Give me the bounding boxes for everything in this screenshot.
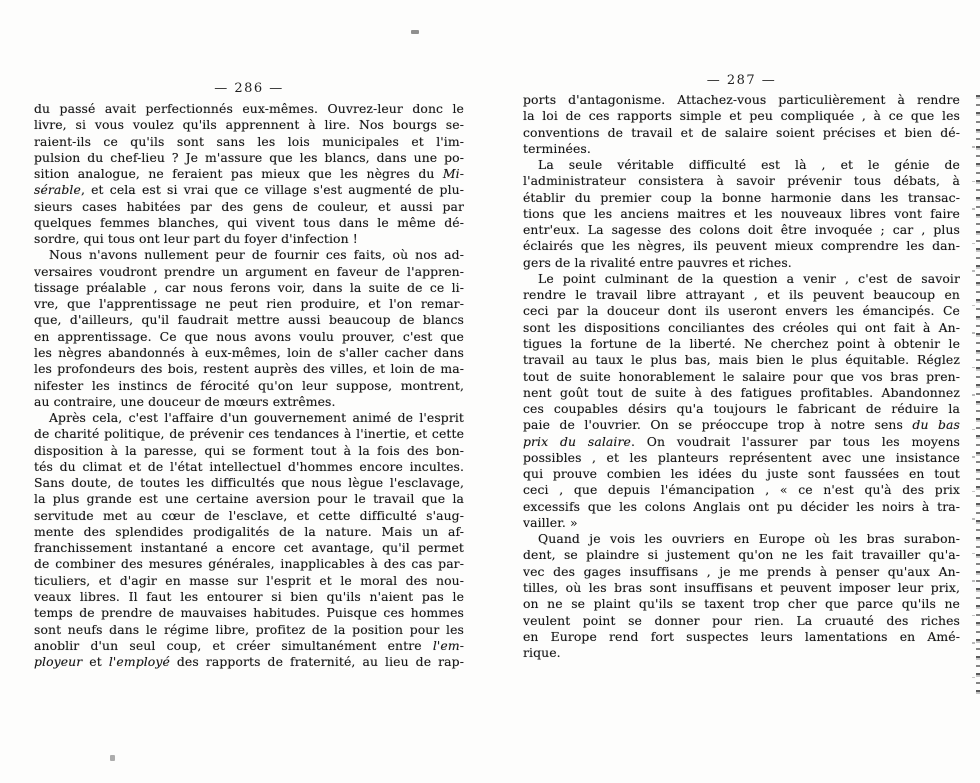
text-line	[34, 556, 464, 572]
text-segment: vailler. »	[523, 514, 578, 530]
text-line	[34, 361, 464, 377]
text-segment: raient-ils ce qu'ils sont sans les lois municipales et l'im-	[34, 133, 464, 149]
text-line	[523, 271, 960, 287]
text-segment: sieurs cases habitées par des gens de couleur, et aussi par	[34, 198, 464, 214]
text-line	[523, 206, 960, 222]
text-segment: les profondeurs des bois, restent auprès des villes, et loin de ma-	[34, 361, 464, 377]
text-segment: veaux libres. Il faut les entourer si bien qu'ils n'aient pas le	[34, 588, 464, 604]
text-line	[34, 622, 464, 638]
text-segment: et	[82, 654, 109, 670]
text-line	[34, 101, 464, 117]
page-body-286	[34, 101, 464, 670]
scan-speck-bottom	[110, 755, 115, 761]
text-segment: ceci , que depuis l'émancipation , « ce n'est qu'à des prix	[523, 482, 960, 498]
text-line	[34, 443, 464, 459]
text-segment: livre, si vous voulez qu'ils apprennent à lire. Nos bourgs se-	[34, 117, 464, 133]
text-segment: conventions de travail et de salaire soient précises et bien dé-	[523, 124, 960, 140]
text-line	[34, 264, 464, 280]
text-segment: sont neufs dans le régime libre, profitez de la position pour les	[34, 621, 464, 637]
italic-text-segment: prix du salaire	[523, 433, 631, 449]
text-segment: terminées.	[523, 140, 591, 156]
text-line	[523, 141, 960, 157]
text-segment: en Europe rend fort suspectes leurs lamentations en Amé-	[523, 628, 960, 644]
text-segment: éclairés que les nègres, ils peuvent mieux comprendre les dan-	[523, 238, 960, 254]
text-segment: tés du climat et de l'état intellectuel d'hommes encore incultes.	[34, 458, 464, 474]
text-segment: temps de prendre de mauvaises habitudes. Puisque ces hommes	[34, 605, 464, 621]
text-line	[34, 247, 464, 263]
text-line	[34, 329, 464, 345]
text-segment: versaires voudront prendre un argument en faveur de l'appren-	[34, 263, 464, 279]
text-line	[523, 547, 960, 563]
text-line	[523, 238, 960, 254]
text-line	[523, 466, 960, 482]
page-number-286: — 286 —	[214, 81, 284, 96]
text-line	[523, 157, 960, 173]
text-line	[523, 564, 960, 580]
text-segment: nifester les instincs de férocité qu'on leur suppose, montrent,	[34, 377, 464, 393]
text-line	[523, 613, 960, 629]
text-segment: la loi de ces rapports simple et peu compliquée , à ce que les	[523, 108, 960, 124]
text-line	[34, 134, 464, 150]
text-segment: que, d'ailleurs, qu'il faudrait mettre aussi beaucoup de blancs	[34, 312, 464, 328]
scan-edge-noise-dots	[972, 120, 975, 680]
text-line	[34, 475, 464, 491]
text-segment: Nous n'avons nullement peur de fournir ces faits, où nos ad-	[49, 247, 464, 263]
page-286	[34, 82, 464, 670]
text-line	[523, 531, 960, 547]
text-segment: gers de la rivalité entre pauvres et riches.	[523, 254, 792, 270]
text-line	[34, 215, 464, 231]
scan-edge-noise	[976, 95, 980, 695]
text-line	[523, 499, 960, 515]
text-line	[523, 190, 960, 206]
text-line	[523, 401, 960, 417]
text-segment: pulsion du chef-lieu ? Je m'assure que les blancs, dans une po-	[34, 149, 464, 165]
text-segment: des rapports de fraternité, au lieu de rap-	[169, 654, 464, 670]
page-number-287: — 287 —	[706, 73, 777, 88]
text-segment: au contraire, une douceur de mœurs extrêmes.	[34, 393, 336, 409]
text-line	[34, 540, 464, 556]
text-line	[523, 515, 960, 531]
text-segment: vre, que l'apprentissage ne peut rien produire, et l'on remar-	[34, 296, 464, 312]
text-line	[523, 434, 960, 450]
text-segment: en apprentissage. Ce que nous avons voulu prouver, c'est que	[34, 328, 464, 344]
text-segment: sordre, qui tous ont leur part du foyer d'infection !	[34, 231, 358, 247]
text-segment: rique.	[523, 645, 561, 661]
text-line	[34, 345, 464, 361]
text-line	[34, 605, 464, 621]
text-line	[34, 638, 464, 654]
text-line	[523, 385, 960, 401]
text-line	[523, 580, 960, 596]
text-line	[523, 255, 960, 271]
text-segment: sition analogue, ne feraient pas mieux que les nègres du	[34, 166, 443, 182]
text-line	[34, 491, 464, 507]
text-line	[34, 378, 464, 394]
text-segment: quelques femmes blanches, qui vivent tous dans le même dé-	[34, 214, 464, 230]
text-line	[523, 108, 960, 124]
text-segment: rendre le travail libre attrayant , et ils peuvent beaucoup en	[523, 287, 960, 303]
italic-text-segment: l'em-	[432, 637, 464, 653]
text-segment: la plus grande est une certaine aversion pour le travail que la	[34, 491, 464, 507]
text-segment: tout de suite honorablement le salaire pour que vos bras pren-	[523, 368, 960, 384]
text-segment: anoblir d'un seul coup, et créer simultanément entre	[34, 637, 433, 653]
text-line	[34, 589, 464, 605]
text-line	[34, 150, 464, 166]
text-line	[523, 629, 960, 645]
text-segment: . On voudrait l'assurer par tous les moyens	[630, 433, 960, 449]
text-segment: on ne se plaint qu'ils se taxent trop cher que parce qu'ils ne	[523, 596, 960, 612]
text-line	[523, 417, 960, 433]
text-line	[34, 312, 464, 328]
text-line	[523, 303, 960, 319]
text-line	[523, 287, 960, 303]
text-segment: , et cela est si vrai que ce village s'est augmenté de plu-	[80, 182, 464, 198]
text-segment: disposition à la paresse, qui se forment tout à la fois des bon-	[34, 442, 464, 458]
scan-speck-top	[411, 30, 419, 34]
text-line	[34, 459, 464, 475]
text-line	[523, 222, 960, 238]
text-line	[34, 524, 464, 540]
text-line	[34, 231, 464, 247]
text-segment: tissage préalable , car nous ferons voir, dans la suite de ce li-	[34, 279, 464, 295]
text-line	[34, 426, 464, 442]
text-segment: les nègres abandonnés à eux-mêmes, loin de s'aller cacher dans	[34, 344, 464, 360]
text-segment: mente des splendides prodigalités de la nature. Mais un af-	[34, 523, 464, 539]
text-line	[523, 596, 960, 612]
page-body-287	[523, 92, 960, 661]
text-line	[523, 125, 960, 141]
text-line	[34, 280, 464, 296]
text-line	[34, 199, 464, 215]
text-line	[34, 394, 464, 410]
text-line	[34, 182, 464, 198]
italic-text-segment: l'employé	[108, 654, 170, 670]
text-segment: veulent point se donner pour rien. La cruauté des riches	[523, 612, 960, 628]
text-segment: excessifs que les colons Anglais ont pu décider les noirs à tra-	[523, 498, 960, 514]
text-segment: ceci par la douceur dont ils useront envers les émancipés. Ce	[523, 303, 960, 319]
text-segment: de charité politique, de prévenir ces tendances à l'inertie, et cette	[34, 426, 464, 442]
text-segment: Quand je vois les ouvriers en Europe où les bras surabon-	[538, 531, 960, 547]
text-segment: établir du premier coup la bonne harmonie dans les transac-	[523, 189, 960, 205]
text-line	[34, 508, 464, 524]
text-segment: sont les dispositions conciliantes des créoles qui ont fait à An-	[523, 319, 960, 335]
text-line	[34, 166, 464, 182]
text-segment: qui prouve combien les idées du juste sont faussées en tout	[523, 466, 960, 482]
text-segment: tilles, où les bras sont insuffisans et peuvent imposer leur prix,	[523, 579, 960, 595]
text-segment: travail au taux le plus bas, mais bien le plus équitable. Réglez	[523, 352, 960, 368]
text-segment: La seule véritable difficulté est là , et le génie de	[538, 157, 960, 173]
text-line	[523, 450, 960, 466]
text-segment: ports d'antagonisme. Attachez-vous particulièrement à rendre	[523, 92, 960, 107]
text-line	[34, 573, 464, 589]
italic-text-segment: du bas	[912, 417, 960, 433]
text-line	[523, 369, 960, 385]
text-segment: franchissement instantané a encore cet avantage, qu'il permet	[34, 540, 464, 556]
text-segment: Le point culminant de la question a venir , c'est de savoir	[538, 270, 960, 286]
text-segment: Sans doute, de toutes les difficultés que nous lègue l'esclavage,	[34, 475, 464, 491]
italic-text-segment: Mi-	[442, 166, 464, 182]
text-line	[523, 173, 960, 189]
italic-text-segment: ployeur	[34, 654, 83, 670]
text-segment: tions que les anciens maitres et les nouveaux libres vont faire	[523, 205, 960, 221]
text-segment: possibles , et les planteurs représentent avec une insistance	[523, 449, 960, 465]
text-segment: Après cela, c'est l'affaire d'un gouvernement animé de l'esprit	[49, 410, 464, 426]
text-line	[34, 654, 464, 670]
text-line	[34, 117, 464, 133]
italic-text-segment: sérable	[34, 182, 81, 198]
text-segment: entr'eux. La sagesse des colons doit être invoquée ; car , plus	[523, 222, 960, 238]
text-line	[34, 410, 464, 426]
text-line	[523, 320, 960, 336]
page-287	[523, 74, 960, 661]
text-segment: vec des gages insuffisans , je me prends à penser qu'aux An-	[523, 563, 960, 579]
text-line	[523, 482, 960, 498]
text-segment: ces coupables désirs qu'a toujours le fabricant de réduire la	[523, 401, 960, 417]
text-segment: nent goût tout de suite à des fatigues profitables. Abandonnez	[523, 384, 960, 400]
text-segment: servitude met au cœur de l'esclave, et cette difficulté s'aug-	[34, 507, 464, 523]
text-line	[523, 352, 960, 368]
text-segment: dent, se plaindre si justement qu'on ne les fait travailler qu'a-	[523, 547, 960, 563]
text-segment: du passé avait perfectionnés eux-mêmes. Ouvrez-leur donc le	[34, 101, 464, 116]
text-segment: ticuliers, et d'agir en masse sur l'esprit et le moral des nou-	[34, 572, 464, 588]
text-segment: tigues la fortune de la liberté. Ne cherchez point à obtenir le	[523, 335, 960, 351]
text-segment: paie de l'ouvrier. On se préoccupe trop à notre sens	[523, 417, 913, 433]
text-line	[34, 296, 464, 312]
text-line	[523, 336, 960, 352]
text-segment: de combiner des mesures générales, inapplicables à des cas par-	[34, 556, 464, 572]
text-line	[523, 92, 960, 108]
text-segment: l'administrateur consistera à savoir prévenir tous débats, à	[523, 173, 960, 189]
text-line	[523, 645, 960, 661]
